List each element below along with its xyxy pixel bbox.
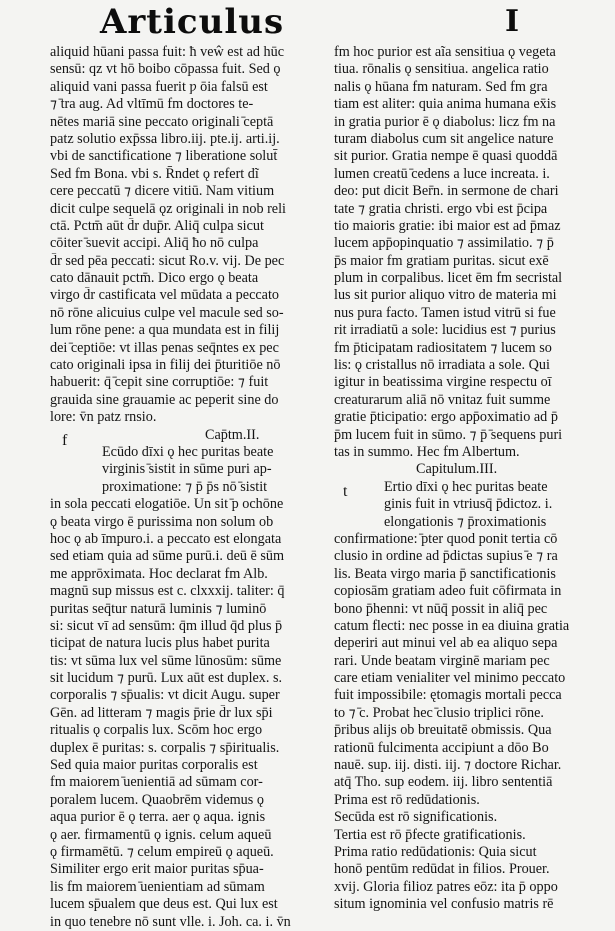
- text-line: tis: vt sūma lux vel sūme lūnosūm: sūme: [50, 652, 282, 669]
- text-line: Ecūdo dīxi ǫ hec puritas beate: [102, 443, 274, 460]
- text-line: p̄s maior f̄m gratiam puritas. sicut exē: [334, 252, 549, 269]
- text-line: in gratia purior ē ǫ diabolus: licz f̄m na: [334, 113, 556, 130]
- text-line: ǫ beata virgo ē purissima non solum ob: [50, 513, 274, 530]
- text-line: nalis ǫ hūana f̄m naturam. Sed f̄m gra: [334, 78, 548, 95]
- text-line: bono p̄henni: vt nūq̄ possit in aliq̄ pec: [334, 600, 548, 617]
- text-line: fuit impossibile: ętomagis mortali pecca: [334, 687, 562, 704]
- text-line: to ⁊ ̄c. Probat hec ̄clusio triplici rōne.: [334, 704, 544, 721]
- text-line: patz solutio exp̄ssa libro.iij. pte.ij. arti.ij.: [50, 130, 280, 147]
- drop-initial-right: t: [343, 483, 348, 500]
- text-line: tate ⁊ gratia christi. ergo vbi est p̄cipa: [334, 200, 548, 217]
- text-line: care etiam venialiter vel minimo peccato: [334, 670, 566, 687]
- chapter-heading: Capitulum.III.: [416, 461, 498, 478]
- text-line: turam diabolus cum sit angelice nature: [334, 130, 554, 147]
- text-line: nētes mariā sine peccato originali ̄ceptā: [50, 113, 274, 130]
- text-line: nus pura facto. Tamen istud vitrū si fue: [334, 304, 556, 321]
- text-line: creaturarum aliā nō vnitaz fuit summe: [334, 391, 551, 408]
- text-line: puritas seq̄tur naturā luminis ⁊ luminō: [50, 600, 267, 617]
- text-line: f̄m maiorem ̄uenientiā ad sūmam cor-: [50, 774, 263, 791]
- text-line: aliquid vani passa fuerit ƿ ōia falsū est: [50, 78, 268, 95]
- text-line: poralem lucem. Quaobrēm videmus ǫ: [50, 791, 264, 808]
- text-line: tiam est aliter: quia anima humana ex̄is: [334, 96, 557, 113]
- text-line: Sed quia maior puritas corporalis est: [50, 757, 258, 774]
- text-line: cōiter ̄suevit accipi. Aliq̄ ħo nō culpa: [50, 235, 259, 252]
- left-column: [50, 44, 318, 931]
- text-line: tiua. rōnalis ǫ sensitiua. angelica ratio: [334, 61, 549, 78]
- text-line: ǫ aer. firmamentū ǫ ignis. celum aqueū: [50, 826, 272, 843]
- text-line: cato originali ipsa in filij dei p̄turitiōe nō: [50, 357, 281, 374]
- folio-number: I: [505, 4, 520, 39]
- text-line: deperiri aut minui vel ab ea aliquo sepa: [334, 635, 558, 652]
- text-line: me apprōximata. Hoc declarat f̄m Alb.: [50, 565, 268, 582]
- text-line: si: sicut vī ad sensūm: q̄m illud q̄d plus p̄: [50, 617, 283, 634]
- text-line: ǫ firmamētū. ⁊ celum empireū ǫ aqueū.: [50, 843, 274, 860]
- text-line: gratie p̄ticipatio: ergo app̄oximatio ad p̄: [334, 409, 558, 426]
- text-line: p̄ribus alijs ob breuitatē obmissis. Qua: [334, 722, 552, 739]
- text-line: xvij. Gloria filioz patres eōz: ita p̄ oppo: [334, 878, 558, 895]
- text-line: elongationis ⁊ p̄roximationis: [384, 513, 547, 530]
- text-line: dicit culpe sequelā ǫz originali in nob reli: [50, 200, 286, 217]
- text-line: sit lucidum ⁊ purū. Lux aūt est duplex. s.: [50, 670, 283, 687]
- text-line: rari. Unde beatam virginē mariam pec: [334, 652, 550, 669]
- text-line: aqua purior ē ǫ terra. aer ǫ aqua. ignis: [50, 809, 266, 826]
- drop-initial-left: f: [62, 432, 68, 449]
- text-line: Tertia est rō p̄fecte gratificationis.: [334, 826, 526, 843]
- running-title: Articulus: [100, 2, 285, 42]
- text-line: igitur in beatissima virgine respectu oī: [334, 374, 552, 391]
- text-line: catum flecti: nec posse in ea diuina gratia: [334, 617, 570, 634]
- text-line: corporalis ⁊ sp̄ualis: vt dicit Augu. super: [50, 687, 280, 704]
- text-line: Secūda est rō significationis.: [334, 809, 498, 826]
- text-line: atq̄ Tho. sup eodem. iij. libro sententiā: [334, 774, 553, 791]
- text-line: deo: put dicit Ber̄n. in sermone de chari: [334, 183, 559, 200]
- text-line: situm ignominia vel confusio matris rē: [334, 896, 554, 913]
- text-line: Ertio dīxi ǫ hec puritas beate: [384, 478, 548, 495]
- text-line: lumen creatū ̄cedens a luce increata. i.: [334, 165, 550, 182]
- text-line: ⁊ ̄tra aug. Ad vltīmū f̄m doctores te-: [50, 96, 254, 113]
- text-line: lucem sp̄ualem que deus est. Qui lux est: [50, 896, 278, 913]
- text-line: in quo tenebre nō sunt vlle. i. Joh. ca. i. v̄n: [50, 913, 291, 930]
- text-line: in sola peccati elogatiōe. Un sit ̄p ochōne: [50, 496, 284, 513]
- text-line: d̄r sed pēa peccati: sicut Ro.v. vij. De pec: [50, 252, 285, 269]
- text-line: hoc ǫ ab īmpuro.i. a peccato est elongata: [50, 530, 282, 547]
- text-line: ginis fuit in vtriusq̄ p̄dictoz. i.: [384, 496, 553, 513]
- text-line: cato dānauit pctm̄. Dico ergo ǫ beata: [50, 270, 259, 287]
- text-line: lis: ǫ cristallus nō irradiata a sole. Qui: [334, 357, 550, 374]
- chapter-heading: Cap̄tm.II.: [205, 426, 260, 443]
- text-line: dei ̄ceptiōe: vt illas penas seq̄ntes ex pec: [50, 339, 279, 356]
- text-line: f̄m hoc purior est aĩa sensitiua ǫ vegeta: [334, 44, 556, 60]
- text-line: lis f̄m maiorem ̄uenientiam ad sūmam: [50, 878, 265, 895]
- text-line: habuerit: q̄ ̄cepit sine corruptiōe: ⁊ fuit: [50, 374, 269, 391]
- text-line: lus sit purior aliquo vitro de materia mi: [334, 287, 557, 304]
- text-line: virgo d̄r castificata vel mūdata a peccato: [50, 287, 279, 304]
- text-line: plum in corpalibus. licet ēm f̄m secristal: [334, 270, 563, 287]
- text-line: grauida sine grauamie ac peperit sine do: [50, 391, 279, 408]
- text-line: duplex ē puritas: s. corpalis ⁊ sp̄iritualis.: [50, 739, 280, 756]
- text-line: sed etiam quia ad sūme purū.i. deū ē sūm: [50, 548, 285, 565]
- text-line: nō rōne alicuius culpe vel macule sed so-: [50, 304, 284, 321]
- text-line: rationū fulcimenta accipiunt a dōo Bo: [334, 739, 549, 756]
- text-line: proximatione: ⁊ p̄ p̄s nō ̄sistit: [102, 478, 268, 495]
- text-line: lum rōne pene: a qua mundata est in filij: [50, 322, 280, 339]
- text-line: tio maioris gratie: ibi maior est ad p̄maz: [334, 217, 561, 234]
- text-line: sit purior. Gratia nempe ē quasi quoddā: [334, 148, 558, 165]
- text-line: magnū sup missus est c. clxxxij. taliter: q̄: [50, 583, 285, 600]
- text-line: rit irradiatū a sole: lucidius est ⁊ purius: [334, 322, 556, 339]
- text-line: Prima ratio redūdationis: Quia sicut: [334, 843, 537, 860]
- text-line: nauē. sup. iij. disti. iij. ⁊ doctore Richar.: [334, 757, 562, 774]
- text-line: lucem app̄opinquatio ⁊ assimilatio. ⁊ p̄: [334, 235, 554, 252]
- text-line: virginis ̄sistit in sūme puri ap-: [102, 461, 272, 478]
- right-column: [334, 44, 602, 914]
- text-line: ticipat de natura lucis plus habet purita: [50, 635, 270, 652]
- text-line: Sed f̄m Bona. vbi s. R̄ndet ǫ refert dĩ: [50, 165, 259, 182]
- text-line: f̄m p̄ticipatam radiositatem ⁊ lucem so: [334, 339, 552, 356]
- text-line: lore: v̄n patz rnsio.: [50, 409, 157, 426]
- text-line: cere peccatū ⁊ dicere vitiū. Nam vitium: [50, 183, 275, 200]
- text-line: aliquid hūani passa fuit: ħ veŵ est ad hūc: [50, 44, 285, 60]
- text-line: sensū: qz vt hō boibo cōpassa fuit. Sed ǫ: [50, 61, 281, 78]
- text-line: tas in summo. Hec f̄m Albertum.: [334, 443, 520, 460]
- text-line: Gēn. ad litteram ⁊ magis p̄rie d̄r lux sp̄i: [50, 704, 273, 721]
- text-line: Similiter ergo erit maior puritas sp̄ua-: [50, 861, 264, 878]
- text-line: Prima est rō redūdationis.: [334, 791, 480, 808]
- text-line: copiosām gratiam adeo fuit cōfirmata in: [334, 583, 562, 600]
- text-line: clusio in ordine ad p̄dictas supius ̄e ⁊ ra: [334, 548, 558, 565]
- text-line: ctā. Pctm̄ aūt d̄r dup̄r. Aliq̄ culpa sicut: [50, 217, 264, 234]
- text-line: honō pentūm redūdat in filios. Prouer.: [334, 861, 550, 878]
- text-line: lis. Beata virgo maria p̄ sanctificationis: [334, 565, 556, 582]
- text-line: confirmatione: ̄pter quod ponit tertia cō: [334, 530, 558, 547]
- text-line: vbi de sanctificatione ⁊ liberatione solut̄: [50, 148, 278, 165]
- text-line: p̄m lucem fuit in sūmo. ⁊ p̄ ̄sequens puri: [334, 426, 563, 443]
- text-line: ritualis ǫ corpalis lux. Scōm hoc ergo: [50, 722, 263, 739]
